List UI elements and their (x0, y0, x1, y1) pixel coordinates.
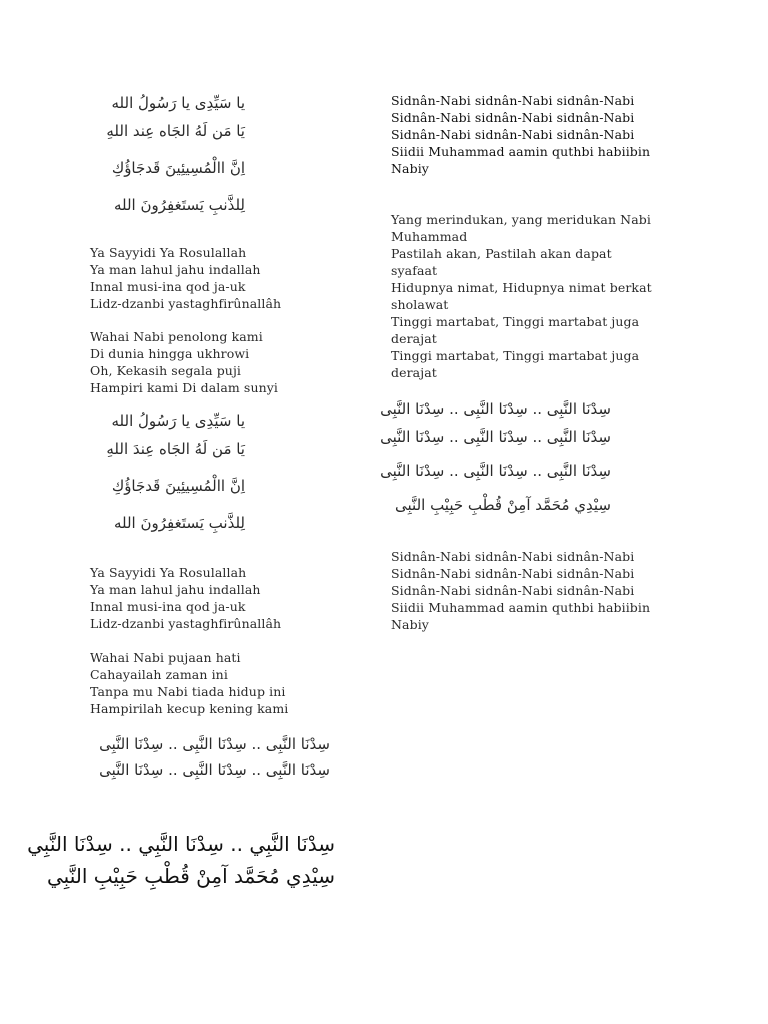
arabic-line: سِدْنَا النَّبِى .. سِدْنَا النَّبِى .. سِدْنَا النَّبِى (380, 400, 611, 418)
chorus-latin-2 (391, 548, 650, 633)
lyric-line: Oh, Kekasih segala puji (90, 363, 242, 378)
lyric-line: Cahayailah zaman ini (90, 667, 228, 682)
indo-verse-2 (90, 649, 288, 717)
arabic-chorus-small (90, 735, 330, 779)
arabic-line: سِدْنَا النَّبِى .. سِدْنَا النَّبِى .. سِدْنَا النَّبِى (99, 735, 330, 753)
arabic-chorus-big (27, 828, 335, 892)
lyric-line: Ya Sayyidi Ya Rosulallah (90, 565, 247, 580)
lyric-line: Siidii Muhammad aamin quthbi habiibin (391, 144, 651, 159)
lyric-line: Lidz-dzanbi yastaghfirûnallâh (90, 616, 282, 631)
arabic-line: سِيْدِي مُحَمَّد آمِنْ قُطْبِ حَبِيْبِ النَّبِى (395, 496, 611, 514)
lyric-line: Innal musi-ina qod ja-uk (90, 279, 246, 294)
lyric-line: Lidz-dzanbi yastaghfirûnallâh (90, 296, 282, 311)
indo-verse-1 (90, 328, 278, 396)
lyric-line: Hidupnya nimat, Hidupnya nimat berkat (391, 280, 652, 295)
lyric-line: syafaat (391, 263, 438, 278)
latin-verse-1 (90, 244, 281, 312)
indo-chorus (391, 211, 652, 381)
lyric-line: Hampiri kami Di dalam sunyi (90, 380, 279, 395)
arabic-line: اِنَّ االْمُسِيئِينَ قَدجَاؤُكِ (111, 477, 245, 495)
arabic-verse-1 (90, 94, 245, 214)
lyric-line: Tinggi martabat, Tinggi martabat juga (391, 348, 640, 363)
lyric-line: Sidnân-Nabi sidnân-Nabi sidnân-Nabi (391, 566, 635, 581)
lyric-line: Tinggi martabat, Tinggi martabat juga (391, 314, 640, 329)
lyric-line: Nabiy (391, 617, 429, 632)
lyric-line: Tanpa mu Nabi tiada hidup ini (90, 684, 286, 699)
lyric-line: Sidnân-Nabi sidnân-Nabi sidnân-Nabi (391, 110, 635, 125)
lyric-line: Nabiy (391, 161, 429, 176)
lyric-line: derajat (391, 365, 437, 380)
lyric-line: Di dunia hingga ukhrowi (90, 346, 250, 361)
lyric-line: Yang merindukan, yang meridukan Nabi (391, 212, 651, 227)
lyric-line: Muhammad (391, 229, 468, 244)
arabic-line: يَا مَن لَهُ الجَاه عِند اللهِ (106, 122, 245, 140)
lyric-line: Sidnân-Nabi sidnân-Nabi sidnân-Nabi (391, 93, 635, 108)
arabic-line: سِدْنَا النَّبِى .. سِدْنَا النَّبِى .. سِدْنَا النَّبِى (99, 761, 330, 779)
lyric-line: Hampirilah kecup kening kami (90, 701, 289, 716)
arabic-line: يا سَيِّدِى يا رَسُولُ الله (111, 94, 245, 112)
lyric-line: Wahai Nabi pujaan hati (90, 650, 241, 665)
lyric-line: Sidnân-Nabi sidnân-Nabi sidnân-Nabi (391, 583, 635, 598)
arabic-line: يا سَيِّدِى يا رَسُولُ الله (111, 412, 245, 430)
lyric-line: Ya man lahul jahu indallah (90, 262, 261, 277)
lyric-line: Ya man lahul jahu indallah (90, 582, 261, 597)
arabic-line: اِنَّ االْمُسِيئِينَ قَدجَاؤُكِ (111, 159, 245, 177)
lyric-line: Wahai Nabi penolong kami (90, 329, 263, 344)
lyric-line: Innal musi-ina qod ja-uk (90, 599, 246, 614)
lyric-line: sholawat (391, 297, 449, 312)
arabic-verse-2 (90, 412, 245, 532)
lyric-line: Ya Sayyidi Ya Rosulallah (90, 245, 247, 260)
lyric-line: derajat (391, 331, 437, 346)
arabic-line: يَا مَن لَهُ الجَاه عِندَ اللهِ (106, 440, 245, 458)
chorus-latin-1 (391, 92, 650, 177)
arabic-line: لِلذَّنبِ يَستَغفِرُونَ الله (113, 196, 245, 214)
arabic-line: سِدْنَا النَّبِى .. سِدْنَا النَّبِى .. سِدْنَا النَّبِى (380, 428, 611, 446)
lyric-line: Pastilah akan, Pastilah akan dapat (391, 246, 612, 261)
lyric-line: Sidnân-Nabi sidnân-Nabi sidnân-Nabi (391, 127, 635, 142)
lyric-line: Siidii Muhammad aamin quthbi habiibin (391, 600, 651, 615)
arabic-chorus-right (380, 400, 611, 514)
arabic-line: سِدْنَا النَّبِي .. سِدْنَا النَّبِي .. سِدْنَا النَّبِي (27, 832, 335, 856)
arabic-line: سِدْنَا النَّبِى .. سِدْنَا النَّبِى .. سِدْنَا النَّبِى (380, 462, 611, 480)
lyric-line: Sidnân-Nabi sidnân-Nabi sidnân-Nabi (391, 549, 635, 564)
latin-verse-2 (90, 564, 281, 632)
arabic-line: سِيْدِي مُحَمَّد آمِنْ قُطْبِ حَبِيْبِ النَّبِي (47, 864, 335, 888)
arabic-line: لِلذَّنبِ يَستَغفِرُونَ الله (113, 514, 245, 532)
